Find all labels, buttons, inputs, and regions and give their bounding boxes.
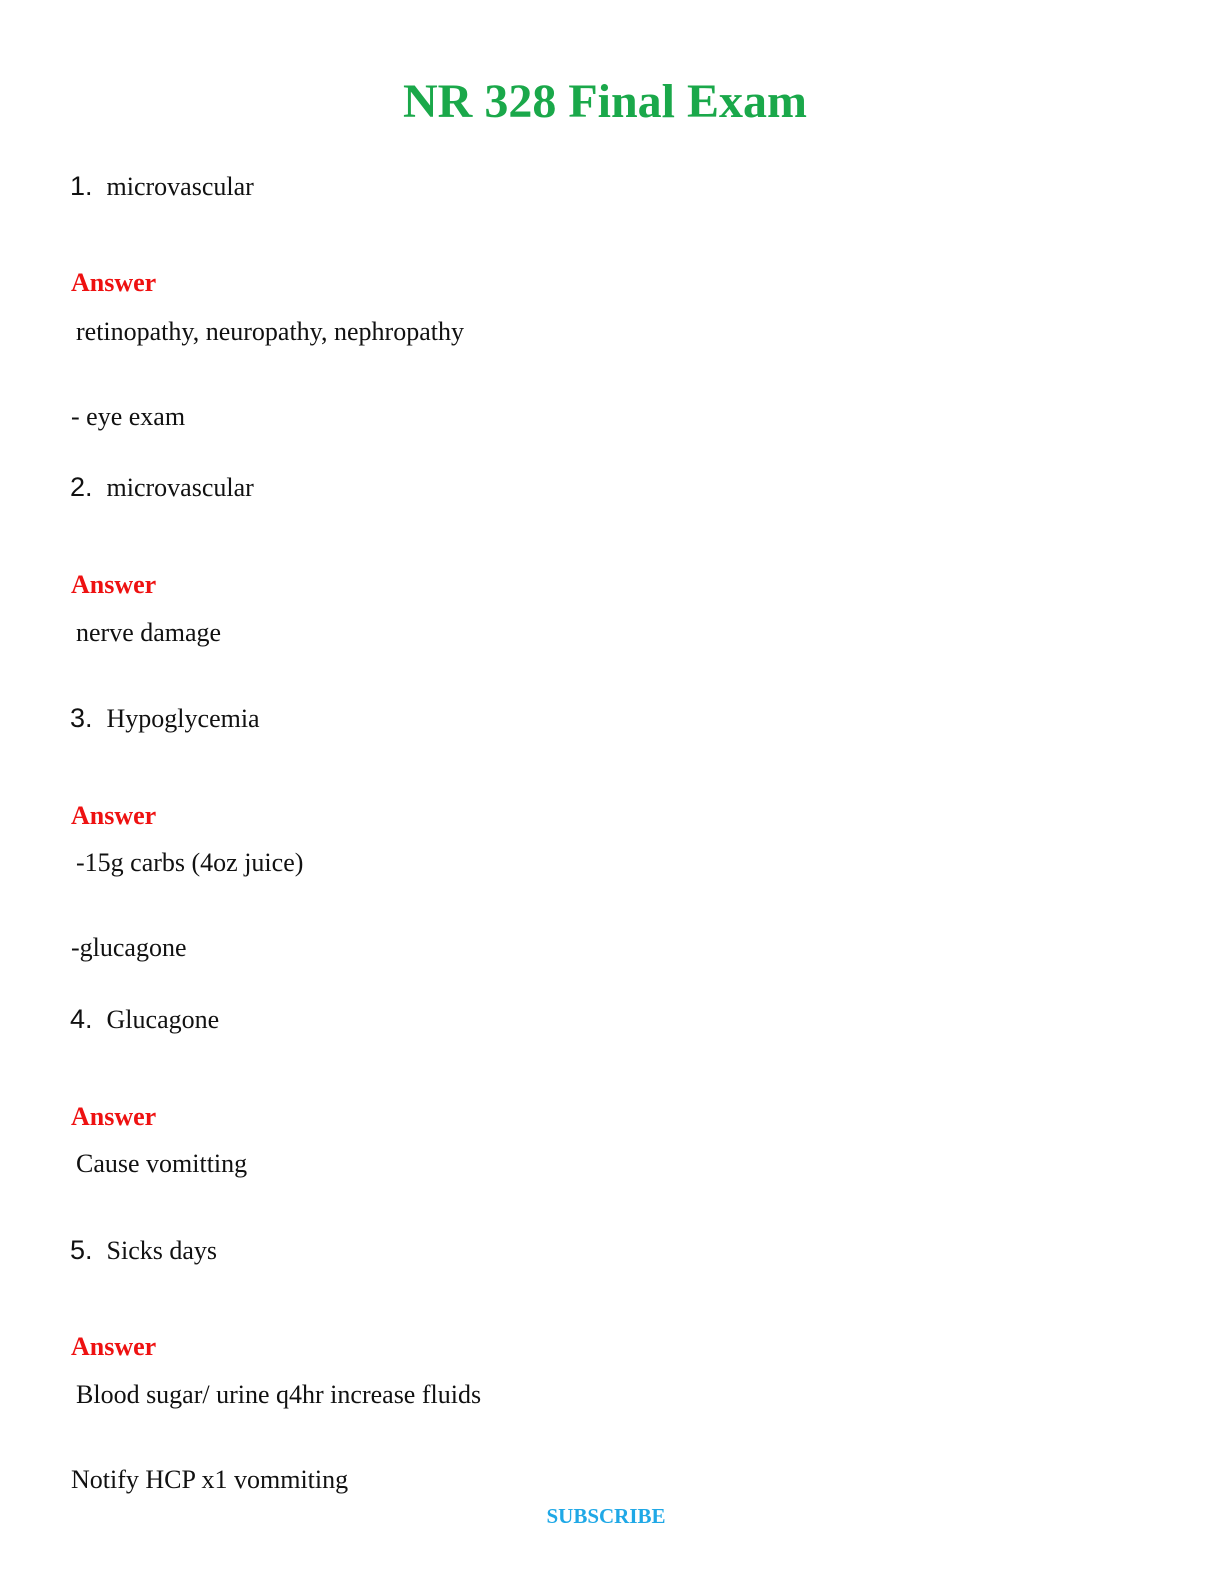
question-5 xyxy=(70,1232,217,1269)
question-2 xyxy=(70,469,254,506)
answer-label: Answer xyxy=(71,570,157,599)
answer-line: -15g carbs (4oz juice) xyxy=(76,848,304,877)
question-text: microvascular xyxy=(106,473,254,502)
question-number: 3. xyxy=(70,703,93,733)
question-3 xyxy=(70,700,260,737)
page-title: NR 328 Final Exam xyxy=(402,75,807,128)
question-text: Hypoglycemia xyxy=(106,704,260,733)
answer-line: - eye exam xyxy=(71,402,186,431)
question-text: microvascular xyxy=(106,172,254,201)
question-text: Glucagone xyxy=(106,1005,220,1034)
question-number: 5. xyxy=(70,1235,93,1265)
question-1 xyxy=(70,168,254,205)
answer-line: Notify HCP x1 vommiting xyxy=(71,1465,349,1494)
answer-line: nerve damage xyxy=(76,618,222,647)
answer-line: Cause vomitting xyxy=(76,1149,248,1178)
answer-line: -glucagone xyxy=(71,933,187,962)
question-number: 4. xyxy=(70,1004,93,1034)
subscribe-link[interactable]: SUBSCRIBE xyxy=(546,1504,666,1528)
answer-label: Answer xyxy=(71,1332,157,1361)
answer-label: Answer xyxy=(71,268,157,297)
question-text: Sicks days xyxy=(106,1236,218,1265)
question-number: 1. xyxy=(70,171,93,201)
answer-line: retinopathy, neuropathy, nephropathy xyxy=(76,317,464,346)
answer-line: Blood sugar/ urine q4hr increase fluids xyxy=(76,1380,482,1409)
answer-label: Answer xyxy=(71,801,157,830)
question-4 xyxy=(70,1001,219,1038)
answer-label: Answer xyxy=(71,1102,157,1131)
question-number: 2. xyxy=(70,472,93,502)
